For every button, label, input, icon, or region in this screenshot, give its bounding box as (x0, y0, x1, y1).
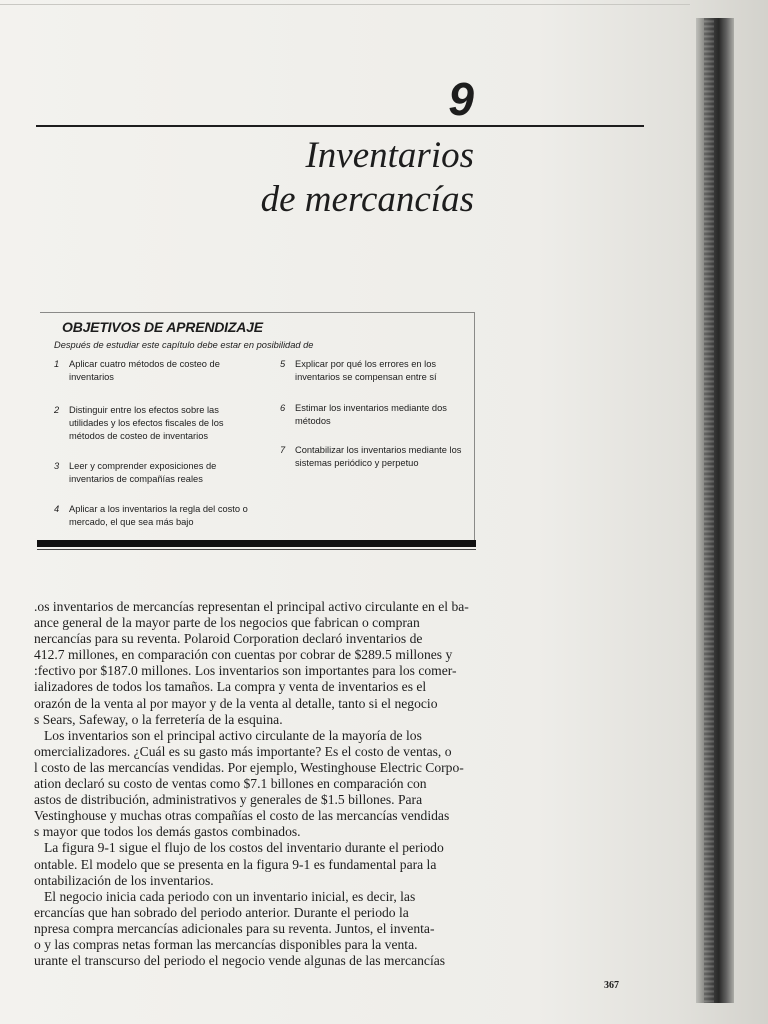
objective-text: Aplicar cuatro métodos de costeo de (69, 359, 220, 369)
book-binding-shadow (696, 18, 734, 1003)
objective-number: 3 (54, 461, 60, 471)
objective-text: Leer y comprender exposiciones de (69, 461, 217, 471)
objective-text: Distinguir entre los efectos sobre las (69, 405, 219, 415)
objective-text: métodos de costeo de inventarios (69, 431, 209, 441)
body-line: ializadores de todos los tamaños. La compra y venta de inventarios es el (34, 679, 427, 695)
objective-number: 1 (54, 359, 60, 369)
objective-number: 7 (280, 445, 286, 455)
objective-text: Aplicar a los inventarios la regla del costo o (69, 504, 248, 514)
objective-text: mercado, el que sea más bajo (69, 517, 194, 527)
body-line: Los inventarios son el principal activo circulante de la mayoría de los (44, 727, 422, 743)
body-line: El negocio inicia cada periodo con un inventario inicial, es decir, las (44, 888, 416, 904)
body-line: npresa compra mercancías adicionales para su reventa. Juntos, el inventa- (34, 920, 435, 936)
body-line: urante el transcurso del periodo el negocio vende algunas de las mercancías (34, 953, 446, 969)
body-line: ontable. El modelo que se presenta en la figura 9-1 es fundamental para la (34, 856, 437, 872)
objective-text: métodos (295, 416, 331, 426)
body-line: ance general de la mayor parte de los negocios que fabrican o compran (34, 615, 420, 631)
chapter-title-line-2: de mercancías (260, 179, 474, 220)
body-line: s mayor que todos los demás gastos combinados. (34, 824, 301, 840)
objective-text: Estimar los inventarios mediante dos (295, 403, 447, 413)
body-line: orazón de la venta al por mayor y de la venta al detalle, tanto si el negocio (34, 695, 438, 711)
objective-number: 4 (54, 504, 60, 514)
objectives-bottom-rule (37, 540, 476, 547)
body-line: astos de distribución, administrativos y generales de $1.5 billones. Para (34, 792, 423, 808)
objectives-subtitle: Después de estudiar este capítulo debe estar en posibilidad de (54, 340, 314, 350)
objectives-heading: OBJETIVOS DE APRENDIZAJE (62, 319, 263, 335)
top-edge-line (0, 4, 690, 5)
objective-number: 5 (280, 359, 286, 369)
chapter-number: 9 (448, 73, 474, 125)
learning-objectives-box (40, 312, 475, 541)
body-line: ercancías que han sobrado del periodo anterior. Durante el periodo la (34, 904, 409, 920)
objective-text: inventarios se compensan entre sí (295, 372, 437, 382)
body-text (34, 599, 474, 969)
objective-text: Contabilizar los inventarios mediante los (295, 445, 462, 455)
chapter-title-line-1: Inventarios (305, 135, 474, 176)
body-line: La figura 9-1 sigue el flujo de los costos del inventario durante el periodo (44, 840, 444, 856)
chapter-title (150, 134, 474, 222)
body-line: Vestinghouse y muchas otras compañías el costo de las mercancías vendidas (34, 808, 450, 824)
objective-text: Explicar por qué los errores en los (295, 359, 437, 369)
objective-text: inventarios (69, 372, 114, 382)
body-line: l costo de las mercancías vendidas. Por ejemplo, Westinghouse Electric Corpo- (34, 759, 464, 775)
body-line: 412.7 millones, en comparación con cuentas por cobrar de $289.5 millones y (34, 647, 453, 663)
objective-number: 2 (54, 405, 60, 415)
body-line: .os inventarios de mercancías representan el principal activo circulante en el ba- (34, 599, 469, 614)
body-line: ontabilización de los inventarios. (34, 872, 214, 888)
objective-text: sistemas periódico y perpetuo (295, 458, 419, 468)
body-line: nercancías para su reventa. Polaroid Corporation declaró inventarios de (34, 631, 423, 647)
body-line: o y las compras netas forman las mercancías disponibles para la venta. (34, 936, 418, 952)
title-rule (36, 125, 644, 127)
body-line: s Sears, Safeway, o la ferretería de la esquina. (34, 711, 283, 727)
objectives-bottom-thin-rule (37, 549, 476, 550)
objective-text: inventarios de compañías reales (69, 474, 203, 484)
objective-number: 6 (280, 403, 286, 413)
body-line: :fectivo por $187.0 millones. Los inventarios son importantes para los comer- (34, 663, 457, 679)
body-line: omercializadores. ¿Cuál es su gasto más importante? Es el costo de ventas, o (34, 743, 452, 759)
body-line: ation declaró su costo de ventas como $7.1 billones en comparación con (34, 776, 427, 792)
objective-text: utilidades y los efectos fiscales de los (69, 418, 224, 428)
page-number: 367 (604, 980, 619, 991)
